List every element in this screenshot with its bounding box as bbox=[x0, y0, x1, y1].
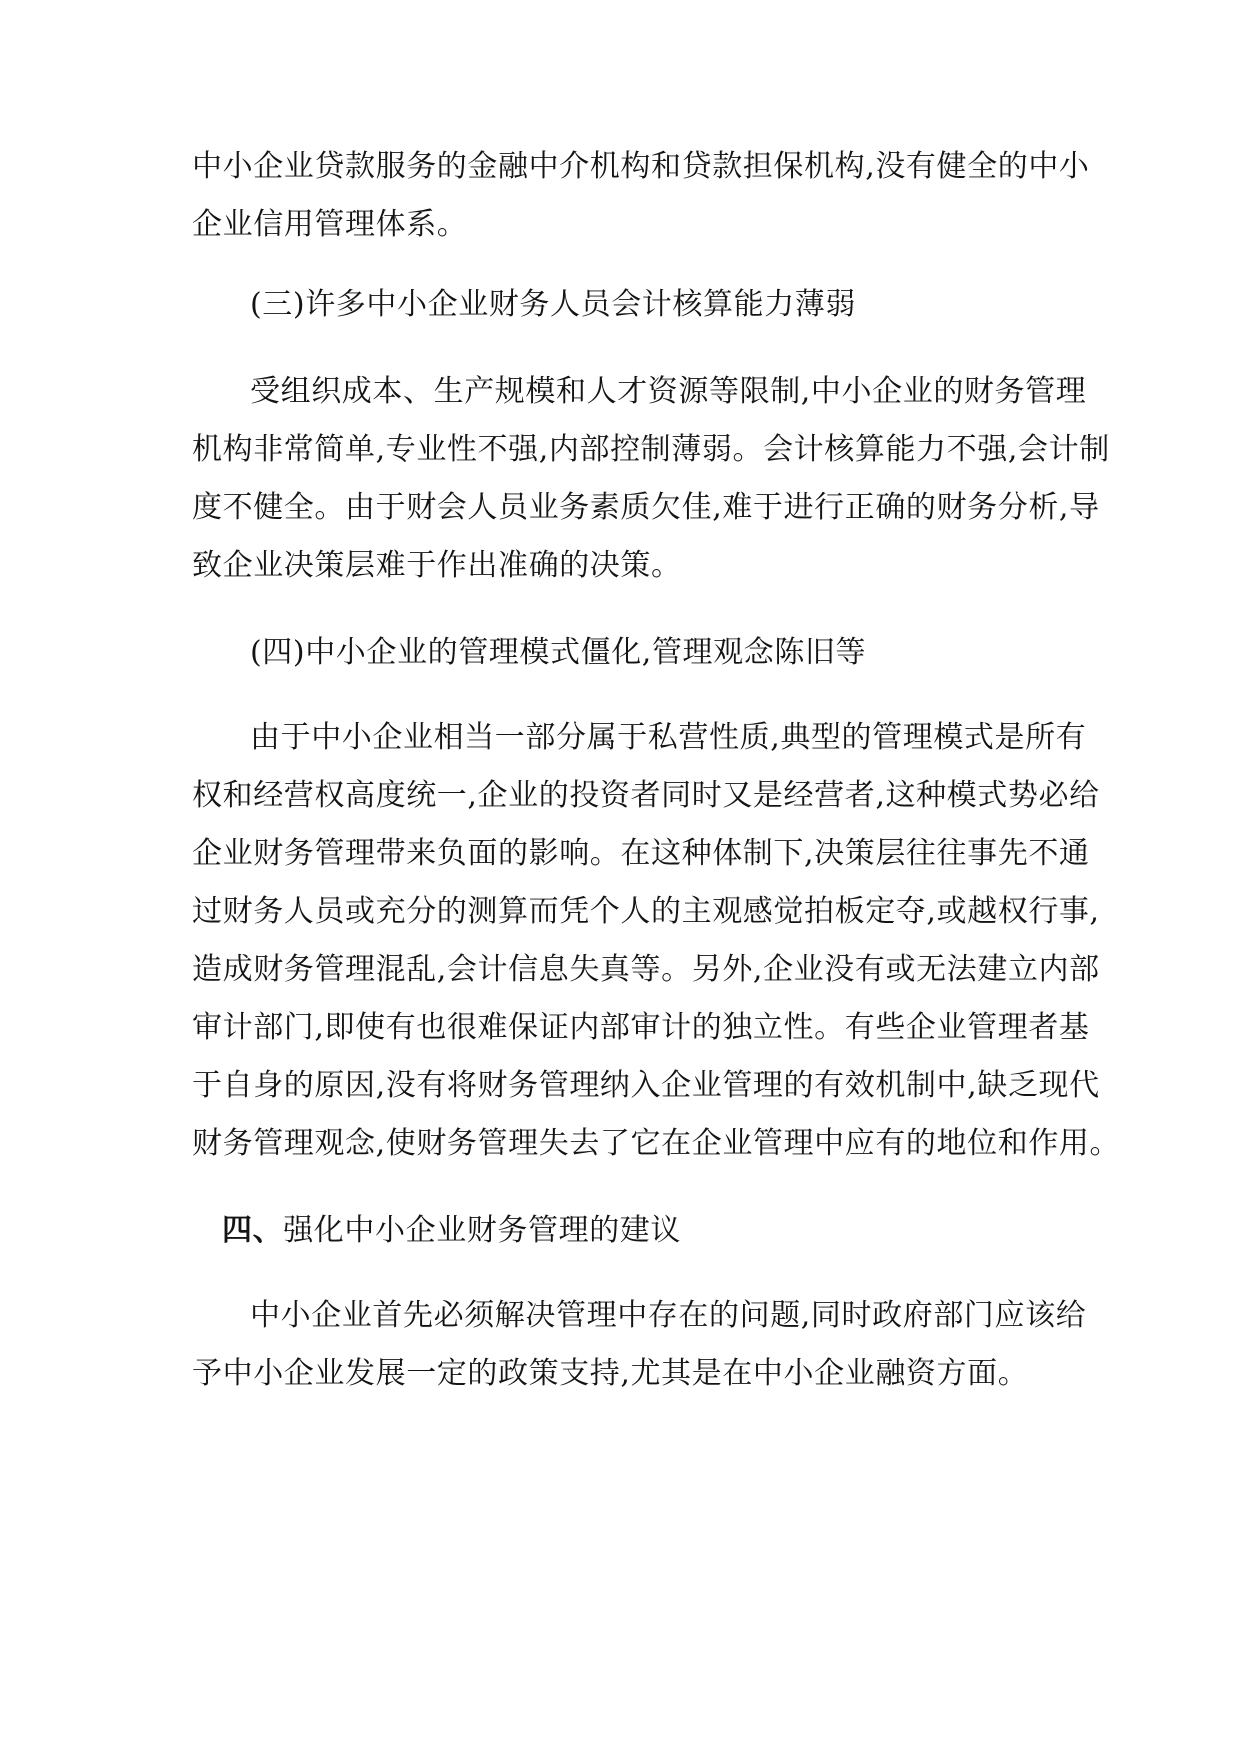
paragraph-line: 造成财务管理混乱,会计信息失真等。另外,企业没有或无法建立内部 bbox=[192, 952, 1100, 987]
paragraph-line: 度不健全。由于财会人员业务素质欠佳,难于进行正确的财务分析,导 bbox=[192, 490, 1100, 525]
paragraph-line: 企业信用管理体系。 bbox=[192, 207, 468, 242]
chapter-title: 强化中小企业财务管理的建议 bbox=[283, 1213, 682, 1248]
paragraph-line: 财务管理观念,使财务管理失去了它在企业管理中应有的地位和作用。 bbox=[192, 1126, 1121, 1161]
chapter-heading-4 bbox=[222, 1211, 681, 1251]
chapter-number: 四、 bbox=[222, 1213, 284, 1248]
paragraph-line: 由于中小企业相当一部分属于私营性质,典型的管理模式是所有 bbox=[250, 720, 1087, 755]
paragraph-line: 受组织成本、生产规模和人才资源等限制,中小企业的财务管理 bbox=[250, 374, 1087, 409]
paragraph-line: 于自身的原因,没有将财务管理纳入企业管理的有效机制中,缺乏现代 bbox=[192, 1068, 1100, 1103]
section-heading-4: (四)中小企业的管理模式僵化,管理观念陈旧等 bbox=[250, 635, 867, 670]
paragraph-line: 予中小企业发展一定的政策支持,尤其是在中小企业融资方面。 bbox=[192, 1356, 1029, 1391]
paragraph-line: 过财务人员或充分的测算而凭个人的主观感觉拍板定夺,或越权行事, bbox=[192, 894, 1100, 929]
paragraph-line: 审计部门,即使有也很难保证内部审计的独立性。有些企业管理者基 bbox=[192, 1010, 1090, 1045]
paragraph-line: 中小企业首先必须解决管理中存在的问题,同时政府部门应该给 bbox=[250, 1298, 1087, 1333]
paragraph-line: 致企业决策层难于作出准确的决策。 bbox=[192, 548, 682, 583]
paragraph-line: 权和经营权高度统一,企业的投资者同时又是经营者,这种模式势必给 bbox=[192, 778, 1100, 813]
paragraph-line: 中小企业贷款服务的金融中介机构和贷款担保机构,没有健全的中小 bbox=[192, 149, 1090, 184]
paragraph-line: 企业财务管理带来负面的影响。在这种体制下,决策层往往事先不通 bbox=[192, 836, 1090, 871]
paragraph-line: 机构非常简单,专业性不强,内部控制薄弱。会计核算能力不强,会计制 bbox=[192, 432, 1110, 467]
section-heading-3: (三)许多中小企业财务人员会计核算能力薄弱 bbox=[250, 287, 857, 322]
